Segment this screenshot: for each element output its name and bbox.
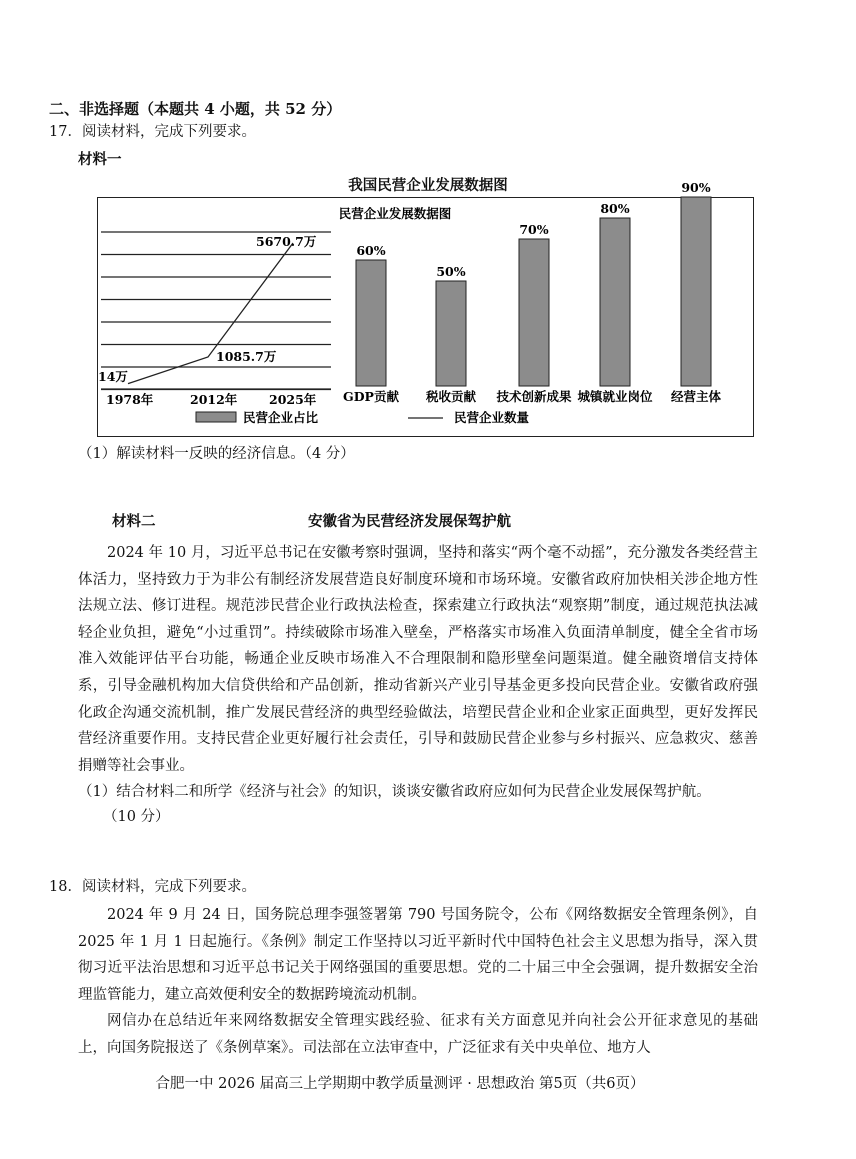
line-x-tick-label: 2012年 [190,392,238,407]
line-x-tick-label: 1978年 [106,392,154,407]
bar-value-label: 60% [356,243,386,258]
q17-sub1: （1）解读材料一反映的经济信息。（4 分） [78,446,355,462]
bar [681,197,711,386]
legend [196,410,530,425]
material1-label: 材料一 [78,151,122,168]
bar-category-label: 税收贡献 [425,389,477,404]
bar-category-label: 城镇就业岗位 [577,389,653,404]
q17-sub2-points: （10 分） [103,809,170,825]
q18-paragraph-1: 2024 年 9 月 24 日，国务院总理李强签署第 790 号国务院令，公布《网络数据安全管理条例》，自 2025 年 1 月 1 日起施行。《条例》制定工作坚持以习近平新时代中国特色社会主义思想为指导，深入贯彻习近平法治思想和习近平总书记关于网络强国的重要思想。党的二十届三中全会强调，提升数据安全治理监管能力，建立高效便利安全的数据跨境流动机制。 [78,907,758,1003]
bar [519,239,549,386]
legend-line-label: 民营企业数量 [454,410,530,425]
bar-category-label: GDP贡献 [343,389,399,404]
q17-sub2: （1）结合材料二和所学《经济与社会》的知识，谈谈安徽省政府应如何为民营企业发展保驾护航。 [78,784,711,800]
legend-bar-swatch [196,412,236,422]
chart-gridlines [101,232,331,390]
bar-category-label: 经营主体 [670,389,722,404]
q18-intro: 18．阅读材料，完成下列要求。 [49,879,256,895]
page-footer: 合肥一中 2026 届高三上学期期中教学质量测评 · 思想政治 第5页（共6页） [155,1076,645,1092]
material2-title: 安徽省为民营经济发展保驾护航 [308,513,511,530]
material2-paragraph: 2024 年 10 月，习近平总书记在安徽考察时强调，坚持和落实“两个毫不动摇”，充分激发各类经营主体活力，坚持致力于为非公有制经济发展营造良好制度环境和市场环境。安徽省政府加快相关涉企地方性法规立法、修订进程。规范涉民营企业行政执法检查，探索建立行政执法“观察期”制度，通过规范执法减轻企业负担，避免“小过重罚”。持续破除市场准入壁垒，严格落实市场准入负面清单制度，健全全省市场准入效能评估平台功能，畅通企业反映市场准入不合理限制和隐形壁垒问题渠道。健全融资增信支持体系，引导金融机构加大信贷供给和产品创新，推动省新兴产业引导基金更多投向民营企业。安徽省政府强化政企沟通交流机制，推广发展民营经济的典型经验做法，培塑民营企业和企业家正面典型，更好发挥民营经济重要作用。支持民营企业更好履行社会责任，引导和鼓励民营企业参与乡村振兴、应急救灾、慈善捐赠等社会事业。 [78,545,758,774]
line-point-label: 1085.7万 [216,349,277,364]
q17-intro: 17．阅读材料，完成下列要求。 [49,124,256,140]
line-x-tick-label: 2025年 [269,392,317,407]
material2-body [78,540,758,779]
line-series [98,234,317,407]
bar-category-label: 技术创新成果 [496,389,572,404]
chart-main-title: 我国民营企业发展数据图 [348,177,508,194]
bar-value-label: 90% [681,180,711,195]
chart-inner-title: 民营企业发展数据图 [338,206,452,221]
bar [436,281,466,386]
line-point-label: 5670.7万 [256,234,317,249]
material2-label: 材料二 [112,513,156,530]
bar-value-label: 50% [436,264,466,279]
bar [600,218,630,386]
bar [356,260,386,386]
line-point-label: 14万 [98,369,128,384]
bar-value-label: 80% [600,201,630,216]
q18-paragraph-2: 网信办在总结近年来网络数据安全管理实践经验、征求有关方面意见并向社会公开征求意见的基础上，向国务院报送了《条例草案》。司法部在立法审查中，广泛征求有关中央单位、地方人 [78,1013,758,1056]
bar-value-label: 70% [519,222,549,237]
q18-body [78,902,758,1062]
section-heading: 二、非选择题（本题共 4 小题，共 52 分） [49,100,342,118]
legend-bar-label: 民营企业占比 [243,410,319,425]
